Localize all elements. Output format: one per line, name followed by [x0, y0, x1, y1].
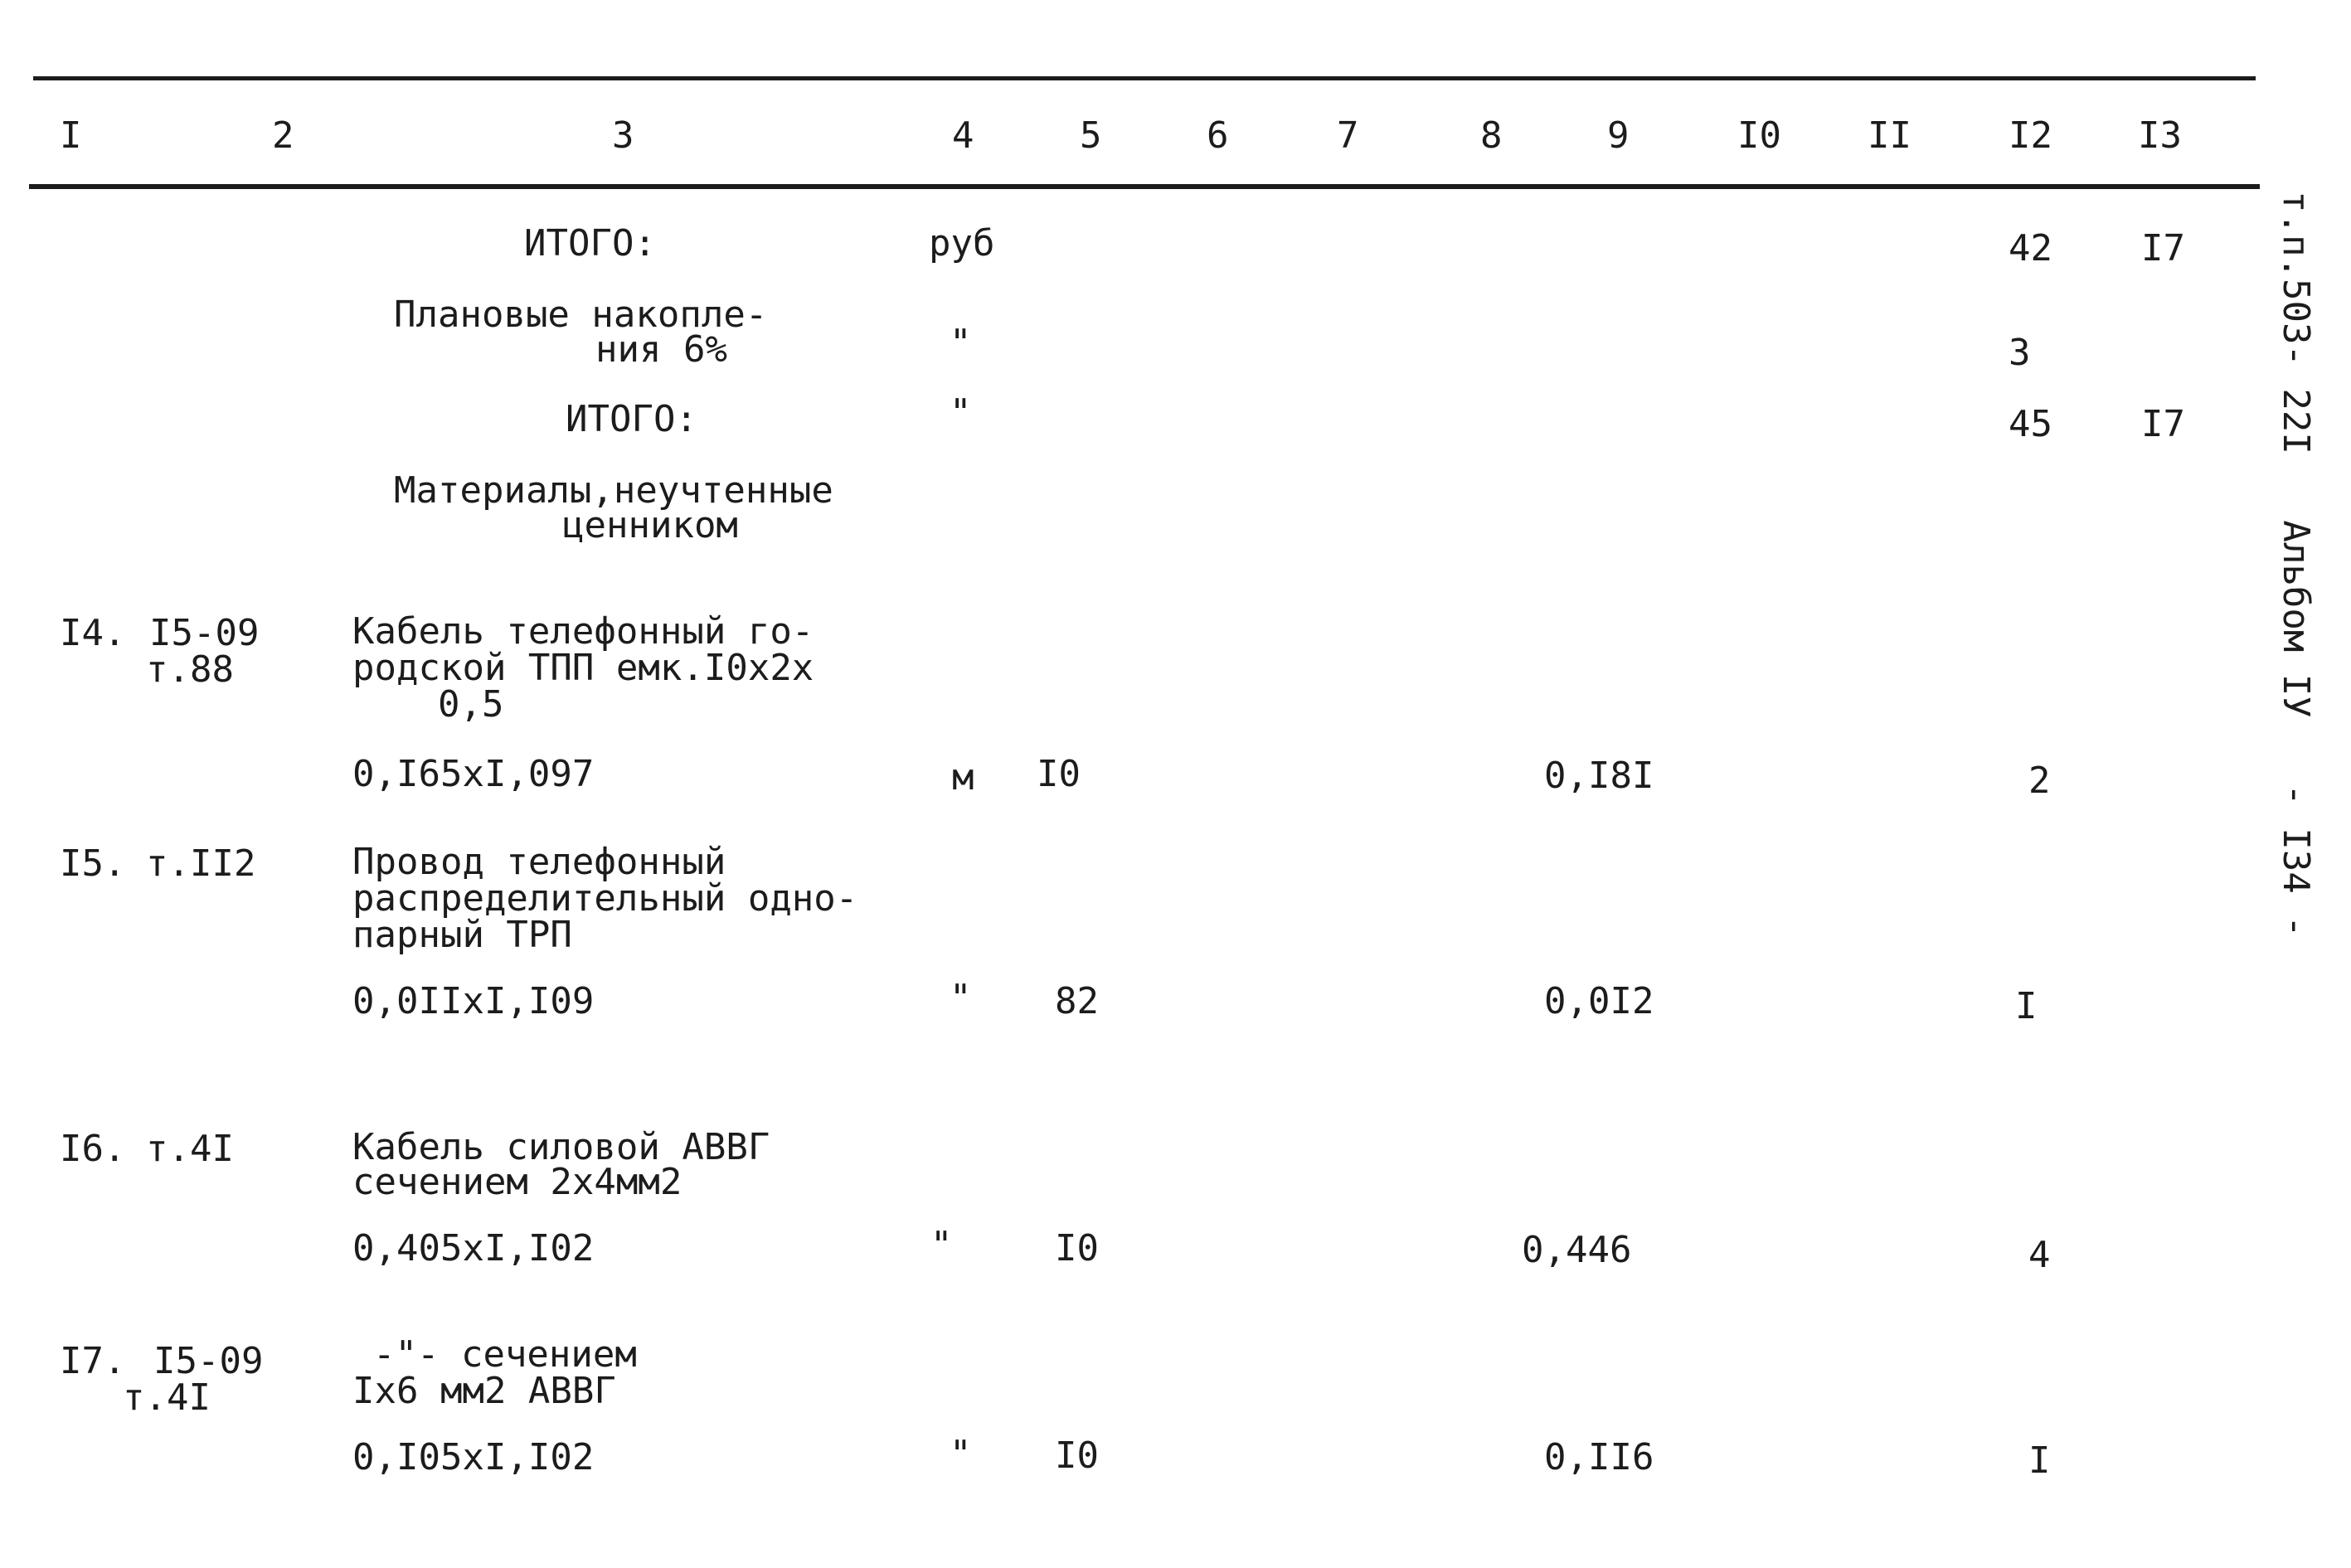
itogo2-col12: 45 [2009, 403, 2052, 445]
item-code-secondary: т.4I [123, 1376, 211, 1419]
itogo-col12: 42 [2009, 227, 2052, 269]
item-col9: 0,I8I [1544, 755, 1654, 797]
item-col5: I0 [1055, 1227, 1099, 1269]
header-rule [29, 184, 2260, 189]
top-rule [33, 76, 2256, 80]
col-header-6: 6 [1207, 114, 1229, 157]
item-calc: 0,I65xI,097 [352, 753, 595, 795]
planned-label-line1: Плановые накопле- [394, 294, 768, 336]
item-code: I5-09 [149, 612, 260, 654]
item-description-line: сечением 2x4мм2 [352, 1161, 682, 1203]
item-description-line: -"- сечением [373, 1333, 637, 1376]
item-description-line: Провод телефонный [352, 841, 726, 883]
item-description-line: родской ТПП емк.I0x2x [352, 647, 814, 689]
item-description-line: 0,5 [438, 683, 504, 726]
item-col5: I0 [1055, 1435, 1099, 1477]
itogo2-col13: I7 [2141, 403, 2185, 445]
item-col12: 2 [2028, 760, 2051, 802]
item-calc: 0,0IIxI,I09 [352, 980, 595, 1022]
item-unit: м [952, 756, 974, 799]
materials-label-line1: Материалы,неучтенные [394, 469, 833, 512]
col-header-3: 3 [612, 114, 634, 157]
planned-unit: " [950, 322, 972, 364]
item-description-line: Кабель силовой АВВГ [352, 1126, 770, 1168]
planned-col12: 3 [2009, 332, 2031, 374]
item-col12: I [2028, 1439, 2051, 1482]
col-header-1: I [60, 114, 82, 157]
col-header-4: 4 [952, 114, 974, 157]
item-number: I4. [60, 612, 126, 654]
item-code-secondary: т.88 [146, 648, 234, 691]
item-unit: " [930, 1224, 953, 1266]
item-col9: 0,II6 [1544, 1436, 1654, 1478]
itogo-unit: руб [929, 222, 995, 265]
item-calc: 0,405xI,I02 [352, 1227, 595, 1269]
item-col9: 0,446 [1522, 1229, 1632, 1271]
item-number: I5. [60, 842, 126, 885]
item-unit: " [950, 977, 972, 1019]
item-code: I5-09 [153, 1340, 264, 1382]
item-col9: 0,0I2 [1544, 980, 1654, 1022]
item-col5: I0 [1037, 753, 1081, 795]
col-header-12: I2 [2009, 114, 2052, 157]
col-header-11: II [1868, 114, 1911, 157]
col-header-13: I3 [2138, 114, 2182, 157]
item-unit: " [950, 1433, 972, 1475]
item-number: I6. [60, 1128, 126, 1170]
item-description-line: Кабель телефонный го- [352, 610, 814, 653]
planned-label-line2: ния 6% [595, 328, 727, 371]
itogo2-unit: " [950, 391, 972, 434]
itogo-label: ИТОГО: [524, 222, 656, 265]
item-description-line: распределительный одно- [352, 877, 858, 920]
col-header-2: 2 [272, 114, 294, 157]
item-code: т.II2 [146, 842, 256, 885]
itogo2-label: ИТОГО: [566, 398, 697, 440]
item-number: I7. [60, 1340, 126, 1382]
col-header-9: 9 [1607, 114, 1630, 157]
item-col12: 4 [2028, 1234, 2051, 1276]
item-code: т.4I [146, 1128, 234, 1170]
col-header-10: I0 [1737, 114, 1781, 157]
item-description-line: Iх6 мм2 АВВГ [352, 1370, 616, 1412]
col-header-8: 8 [1480, 114, 1503, 157]
item-col12: I [2015, 985, 2038, 1027]
side-album-label: т.п.503- 22I Альбом IУ - I34 - [2275, 191, 2317, 938]
item-description-line: парный ТРП [352, 914, 572, 956]
item-calc: 0,I05xI,I02 [352, 1436, 595, 1478]
item-col5: 82 [1055, 980, 1099, 1022]
col-header-5: 5 [1080, 114, 1102, 157]
col-header-7: 7 [1337, 114, 1359, 157]
itogo-col13: I7 [2141, 227, 2185, 269]
materials-label-line2: ценником [562, 504, 738, 546]
